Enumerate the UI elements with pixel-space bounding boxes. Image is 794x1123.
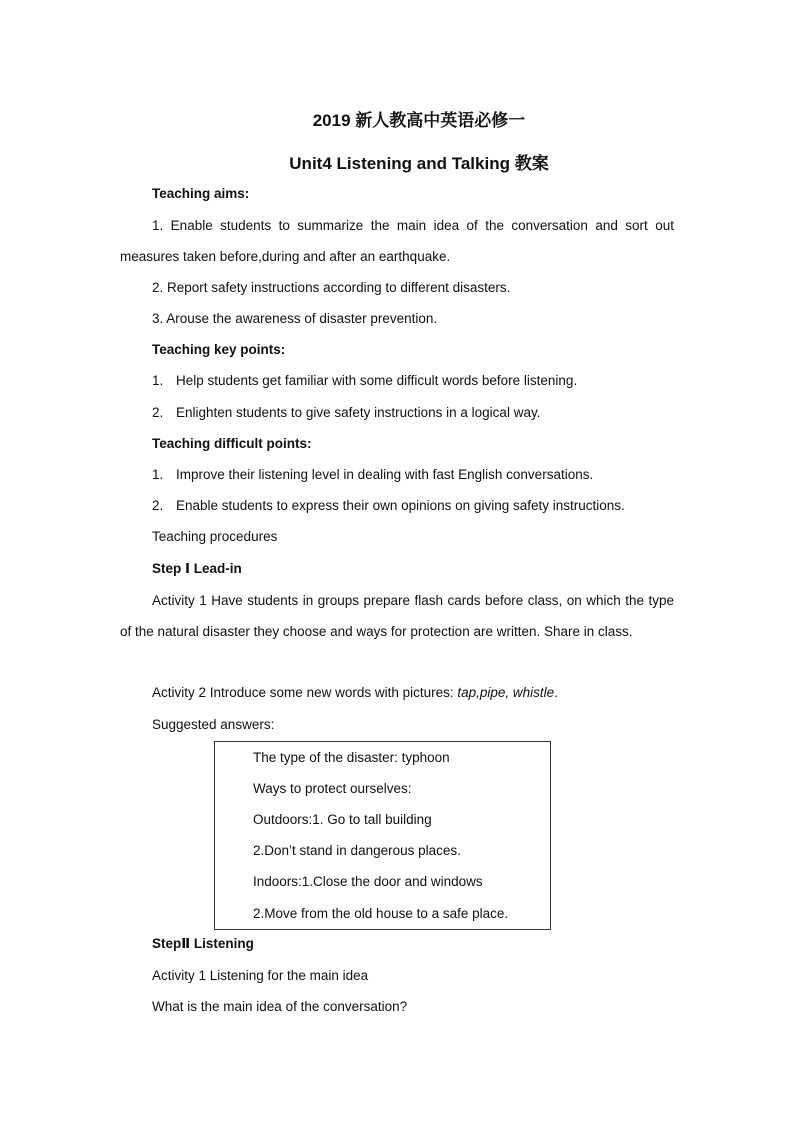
box-line-1: The type of the disaster: typhoon [253, 750, 450, 765]
suggested-answers-box [214, 741, 551, 930]
key-point-2 [152, 405, 540, 420]
title-chinese: 2019 新人教高中英语必修一 [312, 111, 526, 130]
key-point-1 [152, 373, 577, 388]
aim-3: 3. Arouse the awareness of disaster prevention. [152, 311, 438, 326]
difficult-point-2 [152, 498, 625, 513]
difficult-point-2-number: 2. [152, 498, 164, 513]
aims-heading: Teaching aims: [152, 186, 250, 201]
activity-2-words: tap,pipe, whistle [457, 685, 555, 700]
difficult-point-1-number: 1. [152, 467, 164, 482]
difficult-point-1 [152, 467, 593, 482]
activity-2-prefix: Activity 2 Introduce some new words with pictures: [152, 685, 458, 700]
difficult-point-2-text: Enable students to express their own opinions on giving safety instructions. [176, 498, 625, 513]
key-point-1-text: Help students get familiar with some difficult words before listening. [176, 373, 578, 388]
activity-2-suffix: . [554, 685, 558, 700]
step-2-heading: StepⅡ Listening [152, 936, 254, 951]
aim-2: 2. Report safety instructions according to different disasters. [152, 280, 511, 295]
box-line-6: 2.Move from the old house to a safe place. [253, 906, 509, 921]
box-line-2: Ways to protect ourselves: [253, 781, 412, 796]
box-line-5: Indoors:1.Close the door and windows [253, 874, 483, 889]
step-2-activity-1: Activity 1 Listening for the main idea [152, 968, 369, 983]
difficult-point-1-text: Improve their listening level in dealing with fast English conversations. [176, 467, 594, 482]
key-point-2-number: 2. [152, 405, 164, 420]
step-1-heading: Step Ⅰ Lead-in [152, 561, 242, 576]
step-2-question: What is the main idea of the conversation? [152, 999, 408, 1014]
step-1-activity-2 [152, 685, 558, 700]
key-points-heading: Teaching key points: [152, 342, 286, 357]
box-line-4: 2.Don’t stand in dangerous places. [253, 843, 461, 858]
key-point-2-text: Enlighten students to give safety instructions in a logical way. [176, 405, 541, 420]
title-english: Unit4 Listening and Talking 教案 [289, 154, 549, 173]
key-point-1-number: 1. [152, 373, 164, 388]
procedures-heading: Teaching procedures [152, 529, 278, 544]
aim-1: 1. Enable students to summarize the main idea of the conversation and sort out measures taken before,during and after an earthquake. [120, 218, 674, 264]
suggested-answers-label: Suggested answers: [152, 717, 275, 732]
step-1-activity-1: Activity 1 Have students in groups prepare flash cards before class, on which the type of the natural disaster they choose and ways for protection are written. Share in class. [120, 593, 674, 639]
box-line-3: Outdoors:1. Go to tall building [253, 812, 432, 827]
difficult-points-heading: Teaching difficult points: [152, 436, 312, 451]
